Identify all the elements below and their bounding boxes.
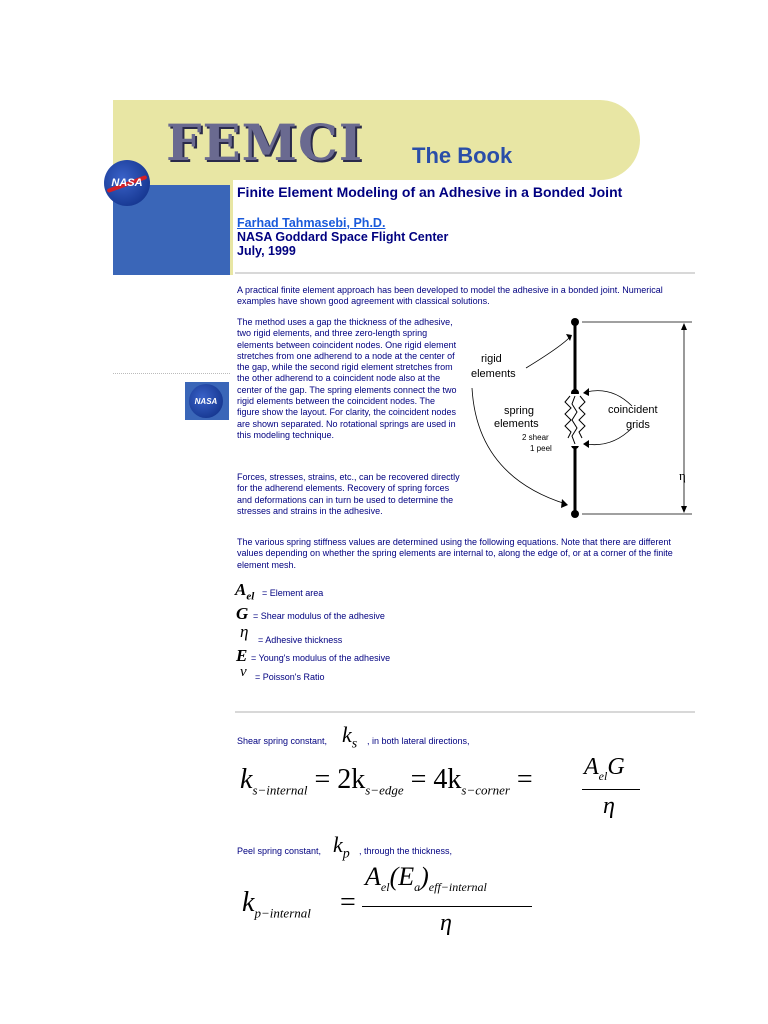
- peel-denominator: η: [440, 910, 452, 936]
- divider-middle: [235, 711, 695, 713]
- peel-intro-after: , through the thickness,: [359, 846, 453, 856]
- symbol-thickness: η: [240, 622, 249, 641]
- divider-top: [235, 272, 695, 274]
- shear-symbol: $k_s$: [342, 722, 358, 752]
- peel-fraction-bar: [362, 906, 532, 907]
- symbol-shear-modulus: G: [236, 604, 249, 623]
- spring-label-2: elements: [494, 418, 539, 430]
- peel-label: 1 peel: [530, 444, 552, 453]
- femci-logo-text[interactable]: FEMCI: [166, 113, 364, 172]
- symbol-shear-modulus-text: = Shear modulus of the adhesive: [253, 611, 385, 621]
- nasa-logo[interactable]: [104, 160, 150, 206]
- nasa-logo-text: NASA: [111, 177, 143, 189]
- rigid-label-2: elements: [471, 368, 516, 380]
- peel-equals: =: [340, 887, 356, 918]
- intro-paragraph: A practical finite element approach has been developed to model the adhesive in a bonded joint. Numerical examples have shown good agreement with classical solutions.: [237, 285, 663, 307]
- spring-label-1: spring: [504, 405, 534, 417]
- stiffness-paragraph: The various spring stiffness values are determined using the following equations. Note that there are different values depending on whether the spring elements are internal to, along the edge of, or at a corner of the finite element mesh.: [237, 537, 673, 570]
- symbol-area: $A_{el}$: [235, 580, 255, 603]
- coincident-label-2: grids: [626, 419, 650, 431]
- peel-symbol: $k_p$: [333, 832, 350, 862]
- nasa-logo-small[interactable]: [189, 384, 223, 418]
- shear-denominator: η: [603, 793, 615, 819]
- author-organization: NASA Goddard Space Flight Center: [237, 230, 449, 244]
- publication-date: July, 1999: [237, 244, 296, 258]
- peel-equation-lhs: $k_{p-internal}$: [242, 887, 311, 921]
- shear-numerator: $A_{el}G$: [584, 754, 625, 783]
- symbol-area-text: = Element area: [262, 588, 324, 598]
- peel-intro-text: Peel spring constant,: [237, 846, 322, 856]
- symbol-thickness-text: = Adhesive thickness: [258, 635, 343, 645]
- shear-intro-text: Shear spring constant,: [237, 736, 328, 746]
- shear-label: 2 shear: [522, 433, 549, 442]
- symbol-poisson-text: = Poisson's Ratio: [255, 672, 325, 682]
- eta-dimension-label: η: [679, 468, 686, 483]
- node-top: [571, 318, 579, 326]
- coincident-label-1: coincident: [608, 404, 658, 416]
- method-paragraph: The method uses a gap the thickness of the adhesive, two rigid elements, and three zero-length spring elements between coincident nodes. One rigid element stretches from one adherend to a node at the center of the gap, while the second rigid element stretches from the other adherend to a coincident node also at the center of the gap. The spring elements connect the two rigid elements between the coincident nodes. The figure show the layout. For clarity, the coincident nodes are shown separated. No rotational springs are used in this modeling technique.: [237, 317, 457, 440]
- shear-equation: $k_{s-internal} = 2k_{s-edge} = 4k_{s-corner}$ =: [240, 764, 533, 798]
- rigid-label-1: rigid: [481, 353, 502, 365]
- nasa-logo-small-text: NASA: [194, 396, 218, 406]
- symbol-youngs-modulus-text: = Young's modulus of the adhesive: [251, 653, 391, 663]
- author-link[interactable]: Farhad Tahmasebi, Ph.D.: [237, 216, 386, 230]
- sidebar-divider: [113, 373, 230, 374]
- symbol-youngs-modulus: E: [236, 646, 248, 665]
- peel-numerator: $A_{el}(E_a)_{eff-internal}$: [365, 862, 487, 895]
- article-title: Finite Element Modeling of an Adhesive in a Bonded Joint: [237, 184, 623, 200]
- shear-intro-after: , in both lateral directions,: [367, 736, 470, 746]
- symbol-poisson: ν: [240, 664, 247, 680]
- shear-fraction-bar: [582, 789, 640, 790]
- node-bottom: [571, 510, 579, 518]
- recovery-paragraph: Forces, stresses, strains, etc., can be recovered directly for the adherend elements. Recovery of spring forces and deformations can in turn be used to determine the stresses and strains in the adhesive.: [237, 472, 460, 516]
- bonded-joint-figure: [462, 316, 694, 521]
- the-book-title[interactable]: The Book: [412, 143, 513, 168]
